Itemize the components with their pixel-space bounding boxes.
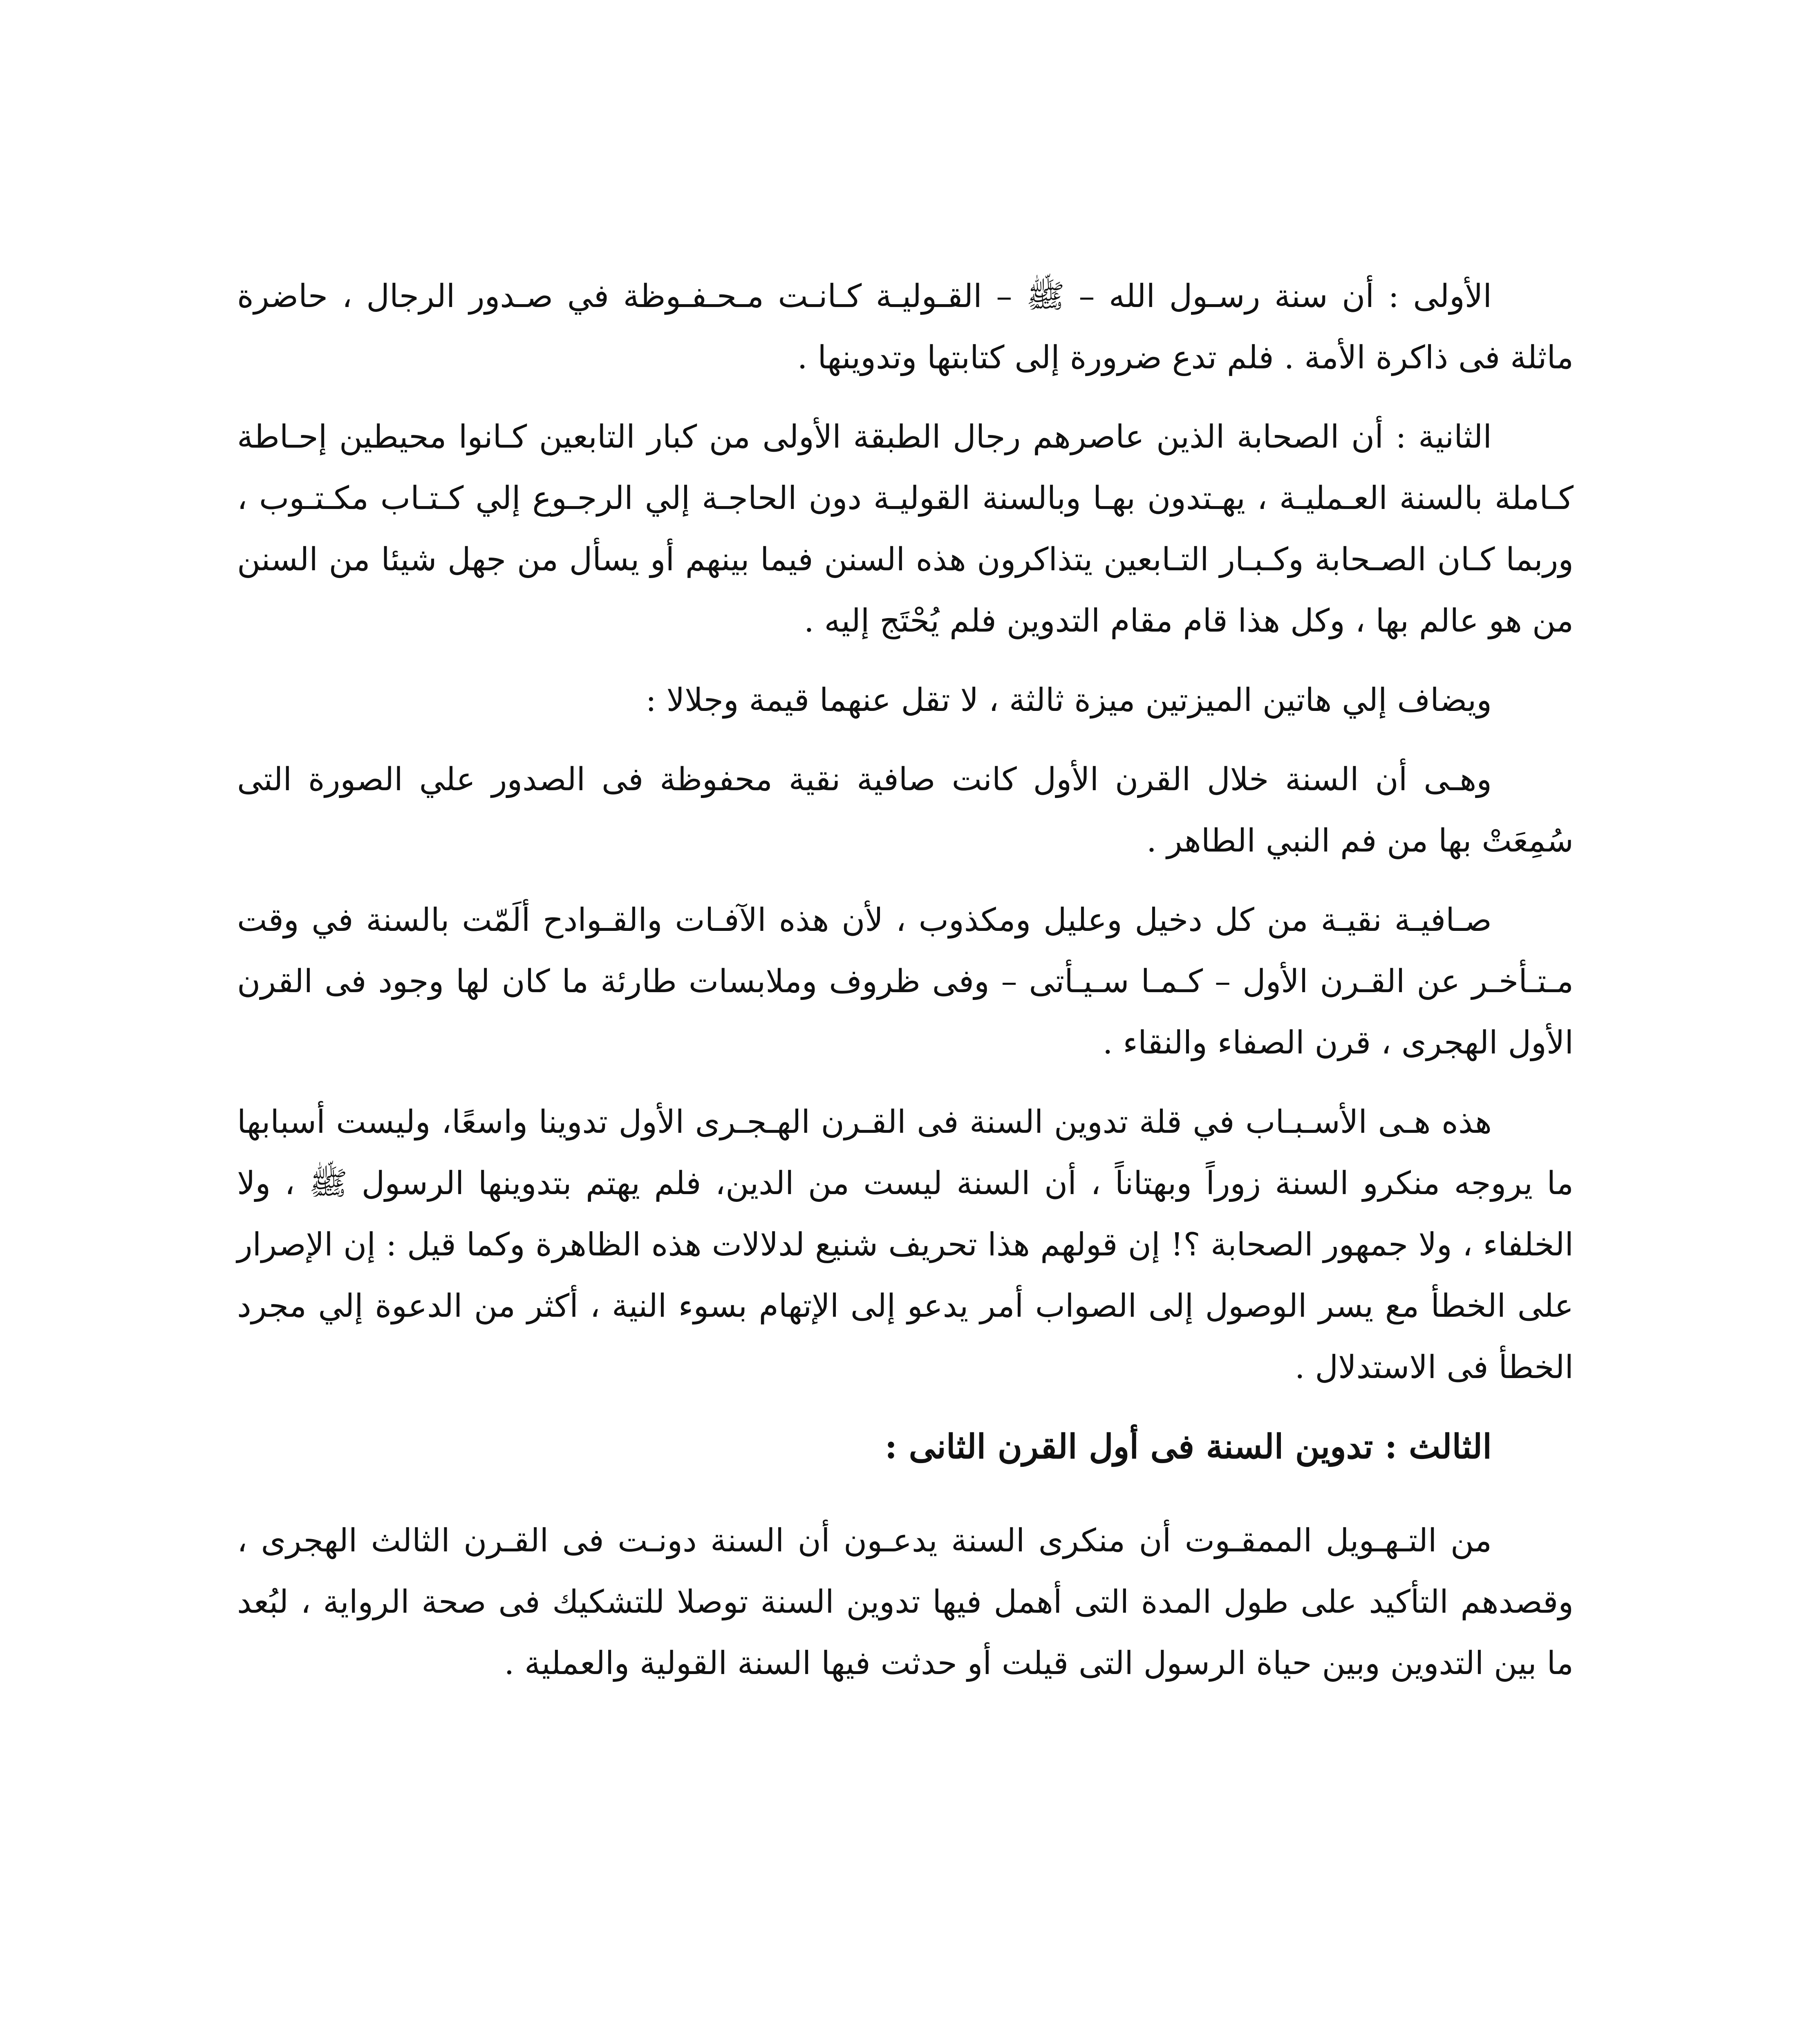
section-heading: الثالث : تدوين السنة فى أول القرن الثانى : (884, 1427, 1492, 1466)
paragraph-third-feature-intro: ويضاف إلي هاتين الميزتين ميزة ثالثة ، لا تقل عنهما قيمة وجلالا : (645, 682, 1492, 719)
paragraph-reasons: هذه هـى الأسـبـاب في قلة تدوين السنة فى القـرن الهـجـرى الأول تدوينا واسعًا، وليست أسبابها ما يروجه منكرو السنة زوراً وبهتاناً ، أن السنة ليست من الدين، فلم يهتم بتدوينها الرسول ﷺ ، ولا الخلفاء ، ولا جمهور الصحابة ؟! إن قولهم هذا تحريف شنيع لدلالات هذه الظاهرة وكما قيل : إن الإصرار على الخطأ مع يسر الوصول إلى الصواب أمر يدعو إلى الإتهام بسوء النية ، أكثر من الدعوة إلي مجرد الخطأ فى الاستدلال . (237, 1104, 1574, 1386)
body-text (237, 266, 1574, 1712)
paragraph-first-feature: الأولى : أن سنة رسـول الله – ﷺ – القـوليـة كـانـت مـحـفـوظة في صـدور الرجال ، حاضرة ماثلة فى ذاكرة الأمة . فلم تدع ضرورة إلى كتابتها وتدوينها . (237, 278, 1574, 376)
paragraph-purity: صـافيـة نقيـة من كل دخيل وعليل ومكذوب ، لأن هذه الآفـات والقـوادح ألَمّت بالسنة في وقت مـتـأخـر عن القـرن الأول – كـمـا سـيـأتى – وفى ظروف وملابسات طارئة ما كان لها وجود فى القرن الأول الهجرى ، قرن الصفاء والنقاء . (237, 902, 1574, 1061)
paragraph-exaggeration: من التـهـويل الممقـوت أن منكرى السنة يدعـون أن السنة دونـت فى القـرن الثالث الهجرى ، وقصدهم التأكيد على طول المدة التى أهمل فيها تدوين السنة توصلا للتشكيك فى صحة الرواية ، لبُعد ما بين التدوين وبين حياة الرسول التى قيلت أو حدثت فيها السنة القولية والعملية . (237, 1522, 1574, 1682)
paragraph-third-feature: وهـى أن السنة خلال القرن الأول كانت صافية نقية محفوظة فى الصدور علي الصورة التى سُمِعَتْ بها من فم النبي الطاهر . (237, 761, 1574, 859)
paragraph-second-feature: الثانية : أن الصحابة الذين عاصرهم رجال الطبقة الأولى من كبار التابعين كـانوا محيطين إحـاطة كـاملة بالسنة العـمليـة ، يهـتدون بهـا وبالسنة القوليـة دون الحاجـة إلي الرجـوع إلي كـتـاب مكـتـوب ، وربما كـان الصـحابة وكـبـار التـابعين يتذاكرون هذه السنن فيما بينهم أو يسأل من جهل شيئا من السنن من هو عالم بها ، وكل هذا قام مقام التدوين فلم يُحْتَج إليه . (237, 419, 1574, 639)
